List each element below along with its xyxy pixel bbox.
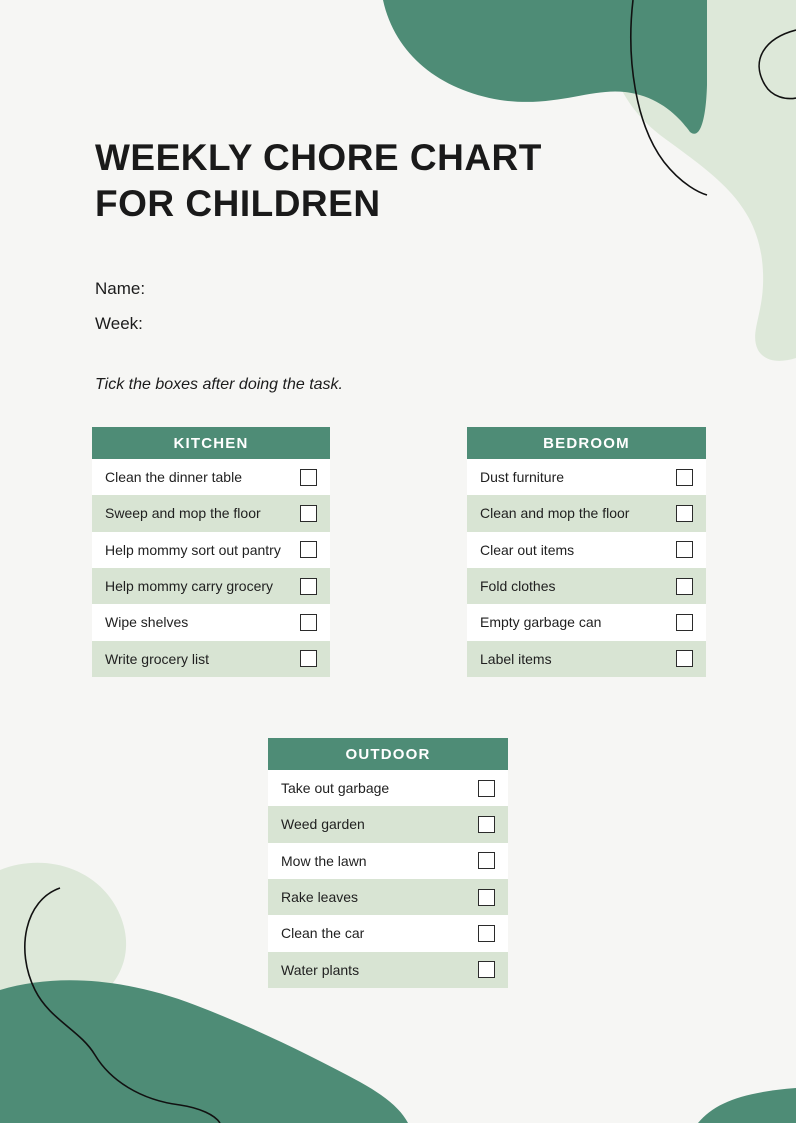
kitchen-table — [92, 427, 330, 677]
chore-checkbox[interactable] — [676, 541, 693, 558]
chore-label: Label items — [480, 650, 552, 667]
chore-label: Empty garbage can — [480, 614, 602, 631]
page-title-line2: FOR CHILDREN — [95, 183, 381, 224]
chore-checkbox[interactable] — [676, 578, 693, 595]
chore-label: Clean the dinner table — [105, 469, 242, 486]
chore-label: Help mommy sort out pantry — [105, 541, 281, 558]
chore-checkbox[interactable] — [478, 816, 495, 833]
table-row — [92, 568, 330, 604]
table-row — [268, 915, 508, 951]
chore-label: Wipe shelves — [105, 614, 189, 631]
instruction-text: Tick the boxes after doing the task. — [95, 376, 343, 393]
chore-label: Help mommy carry grocery — [105, 578, 274, 595]
table-row — [92, 532, 330, 568]
chore-checkbox[interactable] — [300, 505, 317, 522]
week-field-label: Week: — [95, 314, 143, 333]
chore-label: Weed garden — [281, 816, 365, 833]
chore-checkbox[interactable] — [478, 852, 495, 869]
chore-label: Mow the lawn — [281, 852, 367, 869]
chore-label: Write grocery list — [105, 650, 209, 667]
table-row — [92, 459, 330, 495]
chore-label: Rake leaves — [281, 889, 359, 906]
table-row — [467, 604, 706, 640]
page-title-line1: WEEKLY CHORE CHART — [95, 137, 542, 178]
kitchen-table-title: KITCHEN — [173, 434, 249, 452]
table-row — [92, 604, 330, 640]
chore-checkbox[interactable] — [478, 925, 495, 942]
table-row — [467, 495, 706, 531]
table-row — [467, 532, 706, 568]
chore-checkbox[interactable] — [676, 614, 693, 631]
page-title — [95, 135, 542, 227]
table-row — [268, 806, 508, 842]
chore-checkbox[interactable] — [300, 469, 317, 486]
chore-label: Sweep and mop the floor — [105, 505, 261, 522]
chore-checkbox[interactable] — [300, 578, 317, 595]
bedroom-rows — [467, 459, 706, 677]
outdoor-table-header — [268, 738, 508, 770]
chore-label: Dust furniture — [480, 469, 565, 486]
chore-label: Clear out items — [480, 541, 575, 558]
table-row — [92, 641, 330, 677]
table-row — [268, 770, 508, 806]
chore-label: Clean and mop the floor — [480, 505, 630, 522]
table-row — [467, 641, 706, 677]
chore-label: Fold clothes — [480, 578, 556, 595]
bedroom-table-header — [467, 427, 706, 459]
chore-checkbox[interactable] — [478, 961, 495, 978]
outdoor-table — [268, 738, 508, 988]
name-field-label: Name: — [95, 279, 146, 298]
chore-checkbox[interactable] — [300, 614, 317, 631]
table-row — [268, 879, 508, 915]
table-row — [92, 495, 330, 531]
chore-checkbox[interactable] — [676, 505, 693, 522]
chore-checkbox[interactable] — [478, 780, 495, 797]
kitchen-rows — [92, 459, 330, 677]
chore-checkbox[interactable] — [300, 650, 317, 667]
chore-label: Water plants — [281, 961, 360, 978]
table-row — [467, 459, 706, 495]
chore-checkbox[interactable] — [478, 889, 495, 906]
chore-label: Take out garbage — [281, 780, 390, 797]
outdoor-table-title: OUTDOOR — [345, 745, 431, 763]
outdoor-rows — [268, 770, 508, 988]
chore-checkbox[interactable] — [300, 541, 317, 558]
bedroom-table — [467, 427, 706, 677]
table-row — [467, 568, 706, 604]
table-row — [268, 843, 508, 879]
chore-checkbox[interactable] — [676, 469, 693, 486]
kitchen-table-header — [92, 427, 330, 459]
chore-label: Clean the car — [281, 925, 365, 942]
chore-checkbox[interactable] — [676, 650, 693, 667]
bedroom-table-title: BEDROOM — [543, 434, 630, 452]
table-row — [268, 952, 508, 988]
